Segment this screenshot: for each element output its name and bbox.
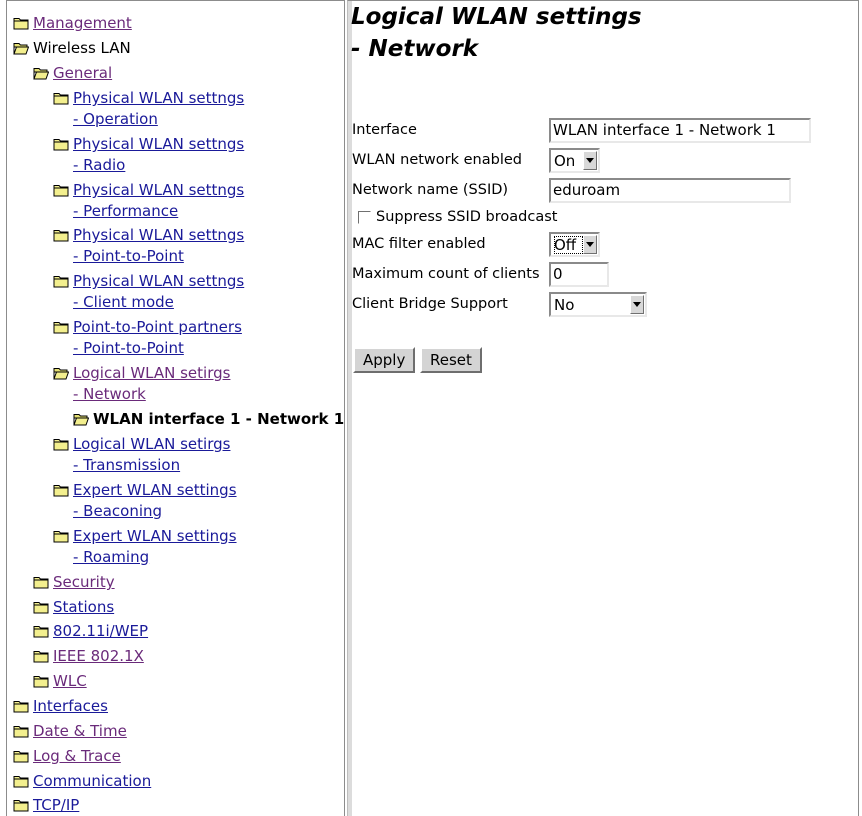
tree-item-general[interactable]	[33, 63, 112, 84]
tree-item-phys-operation[interactable]	[53, 88, 244, 129]
nav-link-ieee[interactable]: IEEE 802.1X	[53, 647, 144, 665]
folder-closed-icon	[13, 749, 29, 763]
nav-link-phys-client[interactable]: Physical WLAN settngs	[73, 272, 245, 290]
folder-closed-icon	[53, 274, 69, 288]
dropdown-arrow-icon[interactable]	[583, 151, 597, 170]
ssid-label: Network name (SSID)	[352, 182, 509, 198]
content-frame	[347, 0, 859, 816]
max-clients-input[interactable]: 0	[549, 262, 609, 287]
tree-item-expert-beaconing[interactable]	[53, 480, 237, 521]
nav-link-expert-beaconing[interactable]: Expert WLAN settings	[73, 481, 237, 499]
folder-closed-icon	[33, 674, 49, 688]
folder-closed-icon	[33, 624, 49, 638]
nav-link-wlc[interactable]: WLC	[53, 672, 87, 690]
nav-link-p2p-partners[interactable]: Point-to-Point partners	[73, 318, 242, 336]
nav-link-date-time[interactable]: Date & Time	[33, 722, 127, 740]
nav-link-interfaces[interactable]: Interfaces	[33, 697, 108, 715]
nav-link-expert-roaming[interactable]: Expert WLAN settings	[73, 527, 237, 545]
page-title-line2: - Network	[351, 36, 479, 62]
tree-item-interfaces[interactable]	[13, 696, 108, 717]
nav-link-phys-client-sub[interactable]: - Client mode	[73, 292, 174, 311]
tree-item-phys-p2p[interactable]	[53, 225, 244, 266]
nav-current-interface: WLAN interface 1 - Network 1	[93, 410, 345, 428]
folder-closed-icon	[53, 91, 69, 105]
tree-item-tcpip[interactable]	[13, 795, 79, 816]
nav-link-phys-operation[interactable]: Physical WLAN settngs	[73, 89, 245, 107]
network-enabled-value: On	[554, 151, 576, 170]
network-enabled-select[interactable]	[549, 148, 600, 173]
nav-link-logical-network-sub[interactable]: - Network	[73, 384, 146, 403]
nav-link-phys-radio-sub[interactable]: - Radio	[73, 155, 126, 174]
dropdown-arrow-icon[interactable]	[630, 295, 644, 314]
apply-button[interactable]: Apply	[353, 347, 415, 373]
folder-closed-icon	[13, 774, 29, 788]
tree-item-wep[interactable]	[33, 621, 148, 642]
nav-link-stations[interactable]: Stations	[53, 598, 115, 616]
nav-link-logical-network[interactable]: Logical WLAN setirgs	[73, 364, 231, 382]
folder-open-icon	[53, 366, 69, 380]
folder-open-icon	[13, 41, 29, 55]
folder-closed-icon	[13, 16, 29, 30]
page-title-line1: Logical WLAN settings	[351, 4, 642, 30]
folder-open-icon	[73, 412, 89, 426]
suppress-ssid-checkbox[interactable]	[358, 211, 371, 224]
tree-item-current-interface[interactable]	[73, 409, 344, 430]
nav-link-logical-transmission[interactable]: Logical WLAN setirgs	[73, 435, 231, 453]
tree-item-management[interactable]	[13, 13, 132, 34]
nav-link-expert-beaconing-sub[interactable]: - Beaconing	[73, 501, 163, 520]
nav-link-p2p-partners-sub[interactable]: - Point-to-Point	[73, 338, 184, 357]
nav-link-phys-radio[interactable]: Physical WLAN settngs	[73, 135, 245, 153]
folder-closed-icon	[53, 137, 69, 151]
folder-closed-icon	[13, 699, 29, 713]
max-clients-label: Maximum count of clients	[352, 266, 540, 282]
nav-link-security[interactable]: Security	[53, 573, 115, 591]
nav-link-wep[interactable]: 802.11i/WEP	[53, 622, 149, 640]
folder-open-icon	[33, 66, 49, 80]
folder-closed-icon	[13, 798, 29, 812]
folder-closed-icon	[13, 724, 29, 738]
folder-closed-icon	[33, 649, 49, 663]
mac-filter-label: MAC filter enabled	[352, 236, 486, 252]
client-bridge-value: No	[554, 295, 575, 314]
interface-label: Interface	[352, 122, 417, 138]
reset-button[interactable]: Reset	[420, 347, 482, 373]
tree-item-log-trace[interactable]	[13, 746, 121, 767]
folder-closed-icon	[53, 183, 69, 197]
tree-item-phys-performance[interactable]	[53, 180, 244, 221]
nav-link-communication[interactable]: Communication	[33, 772, 152, 790]
mac-filter-select[interactable]	[549, 232, 600, 257]
folder-closed-icon	[53, 320, 69, 334]
tree-item-p2p-partners[interactable]	[53, 317, 242, 358]
folder-closed-icon	[53, 529, 69, 543]
folder-closed-icon	[53, 437, 69, 451]
nav-link-logical-transmission-sub[interactable]: - Transmission	[73, 455, 181, 474]
folder-closed-icon	[33, 575, 49, 589]
nav-link-expert-roaming-sub[interactable]: - Roaming	[73, 547, 150, 566]
nav-link-phys-p2p[interactable]: Physical WLAN settngs	[73, 226, 245, 244]
navigation-frame	[6, 0, 345, 816]
folder-closed-icon	[33, 600, 49, 614]
nav-link-management[interactable]: Management	[33, 14, 132, 32]
nav-link-general[interactable]: General	[53, 64, 113, 82]
tree-item-date-time[interactable]	[13, 721, 127, 742]
client-bridge-label: Client Bridge Support	[352, 296, 508, 312]
nav-link-phys-p2p-sub[interactable]: - Point-to-Point	[73, 246, 184, 265]
tree-item-ieee[interactable]	[33, 646, 144, 667]
tree-item-communication[interactable]	[13, 771, 151, 792]
tree-item-security[interactable]	[33, 572, 115, 593]
tree-item-wlc[interactable]	[33, 671, 87, 692]
tree-item-wireless-lan[interactable]	[13, 38, 131, 59]
tree-item-stations[interactable]	[33, 597, 114, 618]
tree-item-phys-radio[interactable]	[53, 134, 244, 175]
suppress-ssid-label: Suppress SSID broadcast	[376, 209, 558, 225]
dropdown-arrow-icon[interactable]	[583, 235, 597, 254]
nav-link-log-trace[interactable]: Log & Trace	[33, 747, 121, 765]
interface-field[interactable]: WLAN interface 1 - Network 1	[549, 118, 811, 143]
ssid-input[interactable]: eduroam	[549, 178, 791, 203]
client-bridge-select[interactable]	[549, 292, 647, 317]
tree-item-expert-roaming[interactable]	[53, 526, 237, 567]
nav-link-phys-performance[interactable]: Physical WLAN settngs	[73, 181, 245, 199]
page-title	[351, 1, 642, 65]
nav-link-tcpip[interactable]: TCP/IP	[33, 796, 80, 814]
network-enabled-label: WLAN network enabled	[352, 152, 522, 168]
tree-item-logical-network[interactable]	[53, 363, 230, 404]
nav-link-phys-operation-sub[interactable]: - Operation	[73, 109, 158, 128]
folder-closed-icon	[53, 483, 69, 497]
tree-item-phys-client[interactable]	[53, 271, 244, 312]
mac-filter-value: Off	[554, 236, 583, 254]
nav-label-wireless-lan: Wireless LAN	[33, 39, 131, 57]
nav-link-phys-performance-sub[interactable]: - Performance	[73, 201, 179, 220]
tree-item-logical-transmission[interactable]	[53, 434, 230, 475]
folder-closed-icon	[53, 228, 69, 242]
